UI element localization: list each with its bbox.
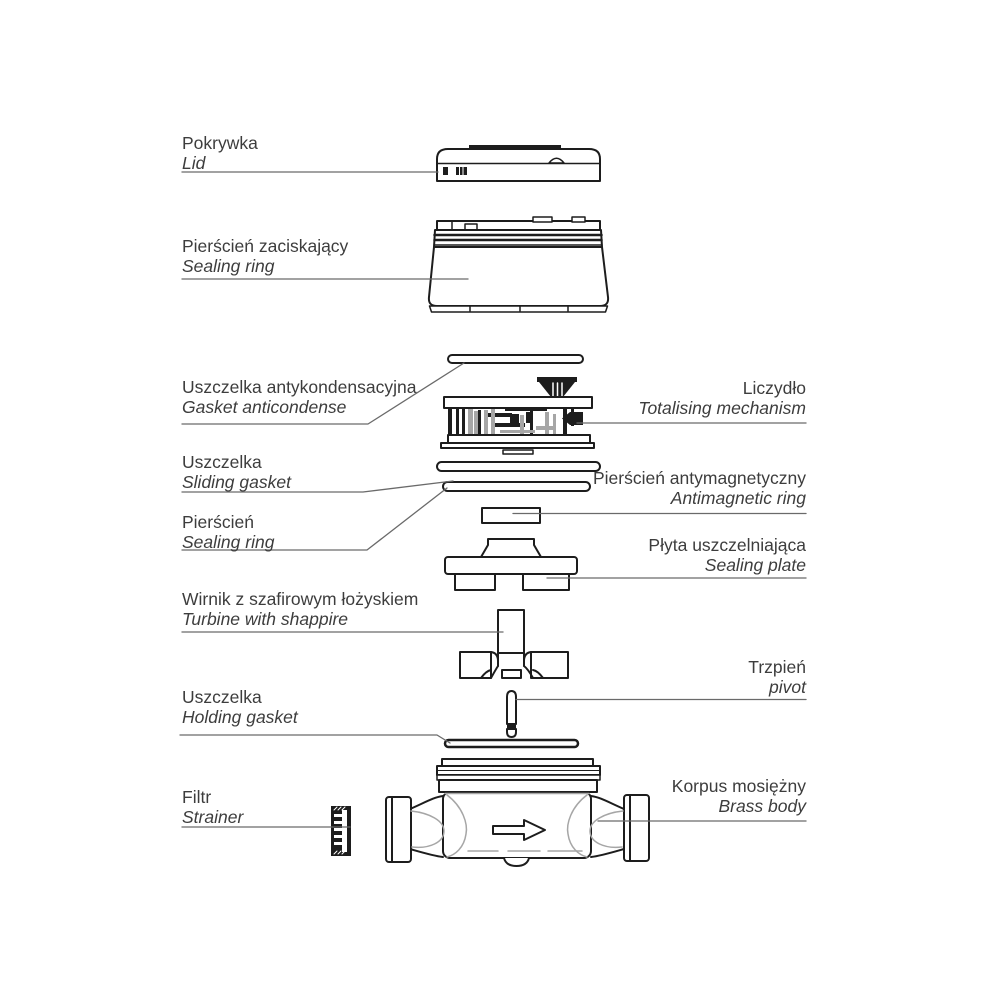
totalising-mechanism-drawing: [441, 377, 594, 454]
label-sliding-gasket: [182, 453, 291, 491]
label-antimagnetic-ring-en: Antimagnetic ring: [670, 488, 806, 508]
label-brass-body-pl: Korpus mosiężny: [671, 776, 806, 796]
label-pivot-en: pivot: [769, 677, 806, 697]
turbine-drawing: [460, 610, 568, 678]
lid-drawing: [437, 145, 600, 181]
label-sealing-ring-disc: [182, 513, 274, 551]
label-totalising-mechanism: [638, 379, 806, 417]
label-anticondense-gasket-en: Gasket anticondense: [182, 397, 347, 417]
brass-body-drawing: [386, 759, 649, 866]
label-brass-body: [672, 777, 806, 815]
antimagnetic-ring-drawing: [482, 508, 540, 523]
label-sealing-plate-pl: Płyta uszczelniająca: [648, 535, 806, 555]
sealing-ring-disc-drawing: [443, 482, 590, 491]
pivot-drawing: [507, 691, 516, 737]
sealing-plate-drawing: [445, 539, 577, 590]
label-sealing-plate: [648, 536, 806, 574]
label-turbine-pl: Wirnik z szafirowym łożyskiem: [182, 589, 419, 609]
label-antimagnetic-ring: [593, 469, 806, 507]
label-strainer: [182, 788, 243, 826]
label-antimagnetic-ring-pl: Pierścień antymagnetyczny: [592, 468, 806, 488]
label-totalising-mechanism-en: Totalising mechanism: [638, 398, 806, 418]
label-clamping-ring-pl: Pierścień zaciskający: [182, 236, 349, 256]
label-clamping-ring-en: Sealing ring: [182, 256, 275, 276]
label-holding-gasket-en: Holding gasket: [182, 707, 298, 727]
label-clamping-ring: [182, 237, 348, 275]
anticondense-gasket-drawing: [448, 355, 583, 363]
leader-line-holding-gasket: [180, 735, 450, 743]
label-lid: [182, 134, 258, 172]
label-sliding-gasket-pl: Uszczelka: [182, 452, 262, 472]
label-holding-gasket-pl: Uszczelka: [182, 687, 262, 707]
label-anticondense-gasket: [182, 378, 416, 416]
label-sliding-gasket-en: Sliding gasket: [182, 472, 291, 492]
label-sealing-ring-disc-en: Sealing ring: [182, 532, 275, 552]
label-lid-pl: Pokrywka: [182, 133, 258, 153]
label-turbine: [182, 590, 418, 628]
label-lid-en: Lid: [182, 153, 206, 173]
clamping-ring-drawing: [429, 217, 608, 312]
label-strainer-pl: Filtr: [182, 787, 212, 807]
label-holding-gasket: [182, 688, 298, 726]
label-pivot: [748, 658, 806, 696]
sliding-gasket-drawing: [437, 462, 600, 471]
label-turbine-en: Turbine with shappire: [182, 609, 349, 629]
label-pivot-pl: Trzpień: [748, 657, 806, 677]
label-strainer-en: Strainer: [182, 807, 244, 827]
label-totalising-mechanism-pl: Liczydło: [742, 378, 806, 398]
label-sealing-plate-en: Sealing plate: [704, 555, 806, 575]
holding-gasket-drawing: [445, 740, 578, 747]
strainer-drawing: [331, 806, 351, 856]
label-anticondense-gasket-pl: Uszczelka antykondensacyjna: [182, 377, 417, 397]
label-brass-body-en: Brass body: [718, 796, 806, 816]
label-sealing-ring-disc-pl: Pierścień: [182, 512, 254, 532]
